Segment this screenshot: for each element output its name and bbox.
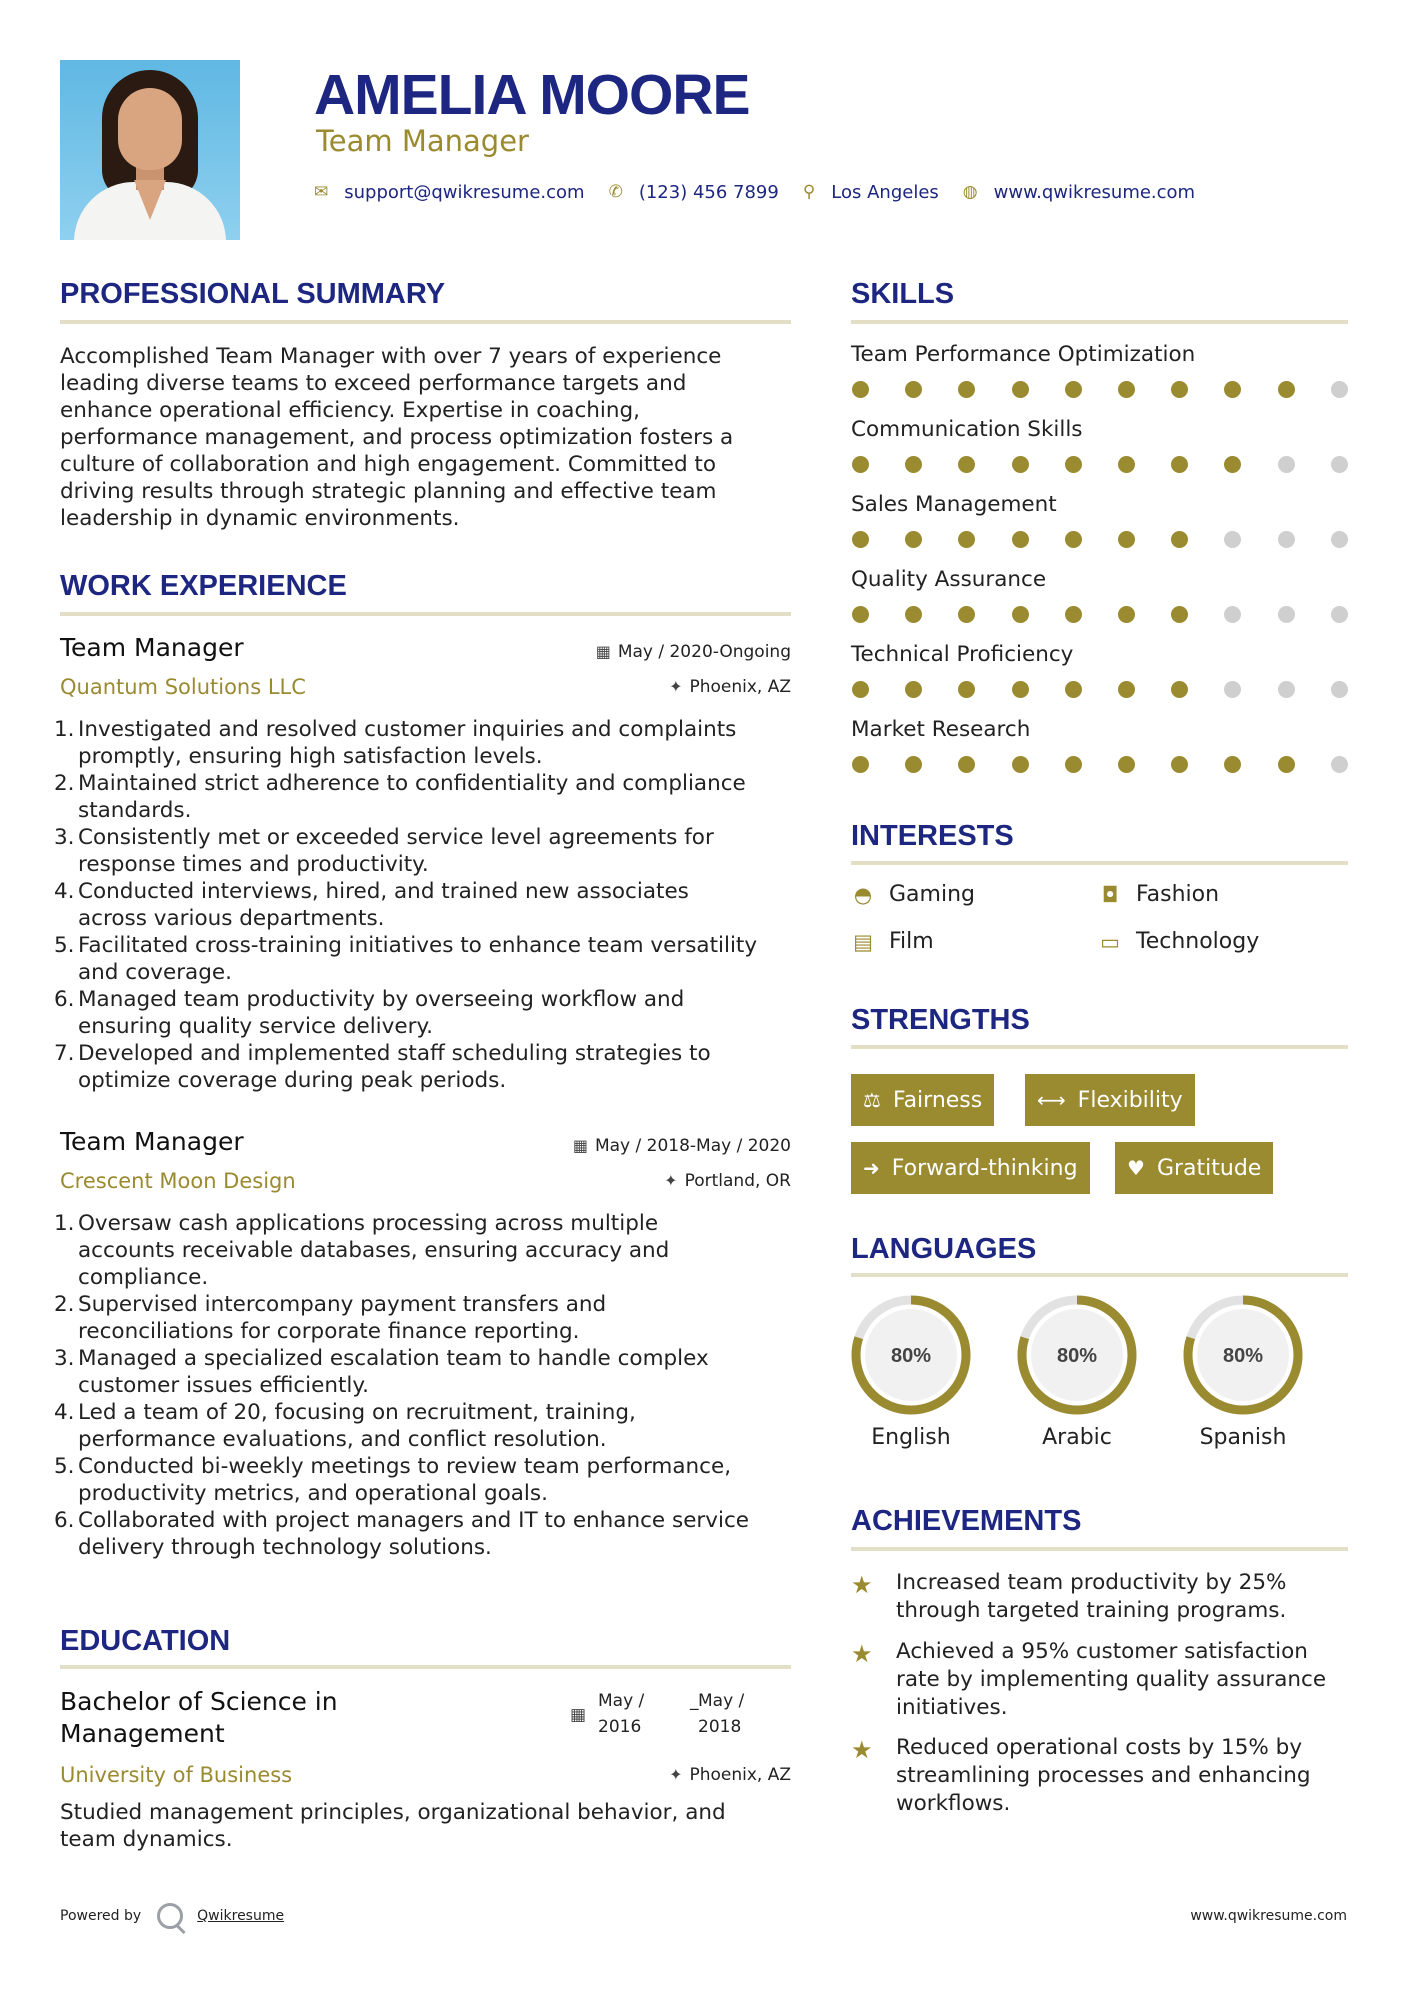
job-date: ▦ May / 2018-May / 2020: [572, 1136, 791, 1156]
summary-line: driving results through strategic planning and effective team: [60, 479, 717, 504]
experience-heading: WORK EXPERIENCE: [60, 570, 347, 602]
rating-dot-filled: [1171, 606, 1188, 623]
rating-dot-filled: [1012, 681, 1029, 698]
bullet-line: Managed a specialized escalation team to handle complex: [78, 1346, 709, 1371]
bullet-number: 3.: [54, 1346, 75, 1371]
rating-dot-empty: [1331, 456, 1348, 473]
rating-dot-filled: [958, 756, 975, 773]
rating-dot-filled: [1278, 756, 1295, 773]
calendar-icon: ▦: [570, 1705, 587, 1725]
summary-line: leading diverse teams to exceed performance targets and: [60, 371, 687, 396]
bullet-line: reconciliations for corporate finance reporting.: [78, 1319, 580, 1344]
achievement-item: [896, 1569, 1351, 1625]
language-name: Spanish: [1199, 1425, 1287, 1450]
job-bullet: [54, 1507, 800, 1561]
bullet-number: 2.: [54, 771, 75, 796]
rating-dot-filled: [1118, 756, 1135, 773]
job-title: Team Manager: [60, 1127, 244, 1156]
rating-dot-filled: [1118, 606, 1135, 623]
job-date: ▦ May / 2020-Ongoing: [595, 642, 791, 662]
rating-dot-filled: [958, 381, 975, 398]
achievement-item: [896, 1638, 1351, 1722]
interest-item: ◘ Fashion: [1098, 882, 1219, 907]
rating-dot-filled: [852, 531, 869, 548]
job-title: Team Manager: [60, 633, 244, 662]
bullet-line: across various departments.: [78, 906, 385, 931]
job-bullet: [54, 1399, 800, 1453]
rating-dot-filled: [852, 456, 869, 473]
language-name: Arabic: [1042, 1425, 1112, 1450]
rating-dot-filled: [1171, 681, 1188, 698]
rating-dot-filled: [1065, 681, 1082, 698]
skill-name: Team Performance Optimization: [851, 342, 1196, 367]
language-item: [1181, 1293, 1305, 1450]
bullet-number: 5.: [54, 1454, 75, 1479]
arrow-right-icon: ➜: [863, 1156, 880, 1180]
bullet-line: optimize coverage during peak periods.: [78, 1068, 507, 1093]
rating-dot-filled: [1012, 381, 1029, 398]
summary-line: performance management, and process optimization fosters a: [60, 425, 734, 450]
strengths-heading: STRENGTHS: [851, 1004, 1030, 1036]
language-ring: [1181, 1293, 1305, 1417]
bullet-line: customer issues efficiently.: [78, 1373, 369, 1398]
rating-dot-filled: [1171, 381, 1188, 398]
bullet-line: and coverage.: [78, 960, 232, 985]
rating-dot-filled: [1118, 381, 1135, 398]
interest-item: ▭ Technology: [1098, 929, 1259, 954]
rating-dot-filled: [1171, 456, 1188, 473]
map-marker-icon: ⚲: [802, 182, 816, 202]
bullet-line: Conducted interviews, hired, and trained new associates: [78, 879, 689, 904]
rating-dot-filled: [1224, 381, 1241, 398]
education-location: ✦ Phoenix, AZ: [669, 1765, 791, 1785]
rating-dot-filled: [1065, 606, 1082, 623]
rating-dot-filled: [905, 531, 922, 548]
contact-email[interactable]: support@qwikresume.com: [344, 181, 585, 203]
calendar-icon: ▦: [595, 642, 611, 661]
rating-dot-filled: [1065, 381, 1082, 398]
arrows-horizontal-icon: ⟷: [1037, 1088, 1066, 1112]
bullet-line: Managed team productivity by overseeing workflow and: [78, 987, 685, 1012]
bullet-number: 6.: [54, 987, 75, 1012]
rating-dot-empty: [1278, 606, 1295, 623]
job-bullets: [54, 716, 800, 1094]
job-bullet: [54, 716, 800, 770]
rating-dot-empty: [1278, 531, 1295, 548]
rating-dot-filled: [1118, 456, 1135, 473]
shopping-bag-icon: ◘: [1101, 882, 1119, 907]
bullet-number: 4.: [54, 879, 75, 904]
rating-dot-filled: [1012, 531, 1029, 548]
language-item: [849, 1293, 973, 1450]
rating-dot-filled: [852, 381, 869, 398]
envelope-icon: ✉: [314, 182, 329, 202]
summary-line: leadership in dynamic environments.: [60, 506, 460, 531]
bullet-number: 5.: [54, 933, 75, 958]
job-bullet: [54, 1453, 800, 1507]
strength-tag: ⟷ Flexibility: [1025, 1074, 1195, 1126]
rating-dot-filled: [1224, 456, 1241, 473]
rating-dot-filled: [958, 456, 975, 473]
skill-name: Market Research: [851, 717, 1031, 742]
job-bullet: [54, 1291, 800, 1345]
job-company: Crescent Moon Design: [60, 1169, 296, 1193]
candidate-title: Team Manager: [316, 124, 529, 158]
skill-rating: [852, 681, 1384, 698]
achievement-line: rate by implementing quality assurance: [896, 1667, 1327, 1692]
bullet-line: Conducted bi-weekly meetings to review team performance,: [78, 1454, 732, 1479]
bullet-line: promptly, ensuring high satisfaction levels.: [78, 744, 543, 769]
achievement-item: [896, 1734, 1351, 1818]
job-location: ✦ Portland, OR: [664, 1171, 791, 1191]
school-name: University of Business: [60, 1763, 293, 1787]
summary-heading: PROFESSIONAL SUMMARY: [60, 278, 446, 310]
gamepad-icon: ◓: [853, 882, 873, 907]
rating-dot-filled: [1065, 756, 1082, 773]
bullet-line: accounts receivable databases, ensuring accuracy and: [78, 1238, 670, 1263]
achievement-line: Achieved a 95% customer satisfaction: [896, 1639, 1308, 1664]
job-bullet: [54, 1210, 800, 1291]
skill-rating: [852, 531, 1384, 548]
footer-website[interactable]: www.qwikresume.com: [1190, 1908, 1347, 1924]
achievement-line: workflows.: [896, 1791, 1011, 1816]
rating-dot-filled: [905, 681, 922, 698]
calendar-icon: ▦: [572, 1136, 588, 1155]
contact-website[interactable]: www.qwikresume.com: [993, 181, 1196, 203]
languages-heading: LANGUAGES: [851, 1233, 1037, 1265]
strengths-divider: [851, 1045, 1348, 1049]
summary-line: enhance operational efficiency. Expertise in coaching,: [60, 398, 640, 423]
job-bullet: [54, 1040, 800, 1094]
skill-rating: [852, 756, 1384, 773]
rating-dot-empty: [1278, 456, 1295, 473]
bullet-line: Investigated and resolved customer inquiries and complaints: [78, 717, 737, 742]
rating-dot-filled: [905, 456, 922, 473]
rating-dot-filled: [1012, 756, 1029, 773]
education-heading: EDUCATION: [60, 1625, 231, 1657]
degree-line-1: Bachelor of Science in: [60, 1687, 338, 1716]
summary-line: culture of collaboration and high engagement. Committed to: [60, 452, 717, 477]
profile-photo: [60, 60, 240, 240]
skills-heading: SKILLS: [851, 278, 955, 310]
degree-line-2: Management: [60, 1719, 225, 1748]
skill-name: Communication Skills: [851, 417, 1083, 442]
achievement-line: Increased team productivity by 25%: [896, 1570, 1287, 1595]
bullet-line: Supervised intercompany payment transfers and: [78, 1292, 607, 1317]
laptop-icon: ▭: [1100, 929, 1120, 954]
bullet-number: 7.: [54, 1041, 75, 1066]
job-bullet: [54, 824, 800, 878]
contact-location: Los Angeles: [831, 181, 939, 203]
interests-heading: INTERESTS: [851, 820, 1014, 852]
skill-rating: [852, 456, 1384, 473]
rating-dot-empty: [1331, 756, 1348, 773]
rating-dot-filled: [1118, 531, 1135, 548]
rating-dot-empty: [1224, 606, 1241, 623]
achievements-divider: [851, 1547, 1348, 1551]
job-bullet: [54, 878, 800, 932]
skills-divider: [851, 320, 1348, 324]
footer-powered-by: Powered by Qwikresume: [60, 1903, 284, 1929]
bullet-line: productivity metrics, and operational goals.: [78, 1481, 548, 1506]
rating-dot-filled: [958, 606, 975, 623]
interests-divider: [851, 861, 1348, 865]
pushpin-icon: ✦: [669, 1765, 683, 1784]
rating-dot-filled: [905, 606, 922, 623]
achievements-heading: ACHIEVEMENTS: [851, 1505, 1082, 1537]
skill-name: Quality Assurance: [851, 567, 1047, 592]
education-divider: [60, 1665, 791, 1669]
rating-dot-empty: [1224, 531, 1241, 548]
rating-dot-empty: [1278, 681, 1295, 698]
skill-name: Sales Management: [851, 492, 1057, 517]
rating-dot-filled: [1065, 456, 1082, 473]
rating-dot-filled: [905, 756, 922, 773]
star-icon: ★: [851, 1640, 873, 1668]
bullet-line: Maintained strict adherence to confidentiality and compliance: [78, 771, 746, 796]
achievement-line: Reduced operational costs by 15% by: [896, 1735, 1303, 1760]
language-percent: 80%: [1222, 1345, 1264, 1367]
rating-dot-empty: [1331, 681, 1348, 698]
balance-scale-icon: ⚖: [863, 1088, 881, 1112]
interest-item: ▤ Film: [851, 929, 934, 954]
rating-dot-filled: [1171, 531, 1188, 548]
job-bullet: [54, 986, 800, 1040]
candidate-name: AMELIA MOORE: [314, 63, 750, 127]
language-percent: 80%: [1056, 1345, 1098, 1367]
achievement-line: initiatives.: [896, 1695, 1008, 1720]
experience-divider: [60, 612, 791, 616]
contact-phone[interactable]: (123) 456 7899: [638, 181, 779, 203]
qwikresume-logo-icon: [157, 1903, 183, 1929]
bullet-line: ensuring quality service delivery.: [78, 1014, 433, 1039]
bullet-line: standards.: [78, 798, 192, 823]
skill-rating: [852, 606, 1384, 623]
globe-icon: ◍: [962, 182, 978, 202]
achievement-line: streamlining processes and enhancing: [896, 1763, 1311, 1788]
bullet-line: compliance.: [78, 1265, 209, 1290]
strength-tag: ⚖ Fairness: [851, 1074, 994, 1126]
footer-brand-link[interactable]: Qwikresume: [197, 1908, 285, 1924]
bullet-line: Developed and implemented staff scheduling strategies to: [78, 1041, 711, 1066]
skill-rating: [852, 381, 1384, 398]
bullet-number: 2.: [54, 1292, 75, 1317]
bullet-line: performance evaluations, and conflict resolution.: [78, 1427, 607, 1452]
strength-tag: ♥ Gratitude: [1115, 1142, 1273, 1194]
heart-icon: ♥: [1127, 1156, 1145, 1180]
rating-dot-filled: [1171, 756, 1188, 773]
summary-line: Accomplished Team Manager with over 7 years of experience: [60, 344, 722, 369]
summary-text: [60, 343, 800, 532]
language-percent: 80%: [890, 1345, 932, 1367]
bullet-number: 6.: [54, 1508, 75, 1533]
job-bullet: [54, 932, 800, 986]
language-ring: [1015, 1293, 1139, 1417]
rating-dot-filled: [1012, 606, 1029, 623]
job-location: ✦ Phoenix, AZ: [669, 677, 791, 697]
bullet-line: Collaborated with project managers and IT to enhance service: [78, 1508, 750, 1533]
rating-dot-filled: [958, 681, 975, 698]
languages-divider: [851, 1273, 1348, 1277]
job-bullets: [54, 1210, 800, 1561]
rating-dot-empty: [1331, 531, 1348, 548]
bullet-number: 1.: [54, 1211, 75, 1236]
rating-dot-filled: [1278, 381, 1295, 398]
bullet-number: 1.: [54, 717, 75, 742]
interest-item: ◓ Gaming: [851, 882, 975, 907]
rating-dot-filled: [905, 381, 922, 398]
bullet-line: delivery through technology solutions.: [78, 1535, 492, 1560]
rating-dot-filled: [1065, 531, 1082, 548]
strength-tag: ➜ Forward-thinking: [851, 1142, 1090, 1194]
rating-dot-filled: [958, 531, 975, 548]
star-icon: ★: [851, 1736, 873, 1764]
job-company: Quantum Solutions LLC: [60, 675, 306, 699]
rating-dot-filled: [1012, 456, 1029, 473]
pushpin-icon: ✦: [664, 1171, 678, 1190]
star-icon: ★: [851, 1571, 873, 1599]
bullet-line: response times and productivity.: [78, 852, 429, 877]
language-ring: [849, 1293, 973, 1417]
bullet-line: Led a team of 20, focusing on recruitment, training,: [78, 1400, 636, 1425]
film-icon: ▤: [853, 929, 873, 954]
phone-icon: ✆: [608, 182, 623, 202]
rating-dot-filled: [1118, 681, 1135, 698]
rating-dot-empty: [1224, 681, 1241, 698]
education-description: Studied management principles, organizational behavior, and team dynamics.: [60, 1800, 726, 1852]
rating-dot-empty: [1331, 606, 1348, 623]
rating-dot-filled: [852, 606, 869, 623]
job-bullet: [54, 770, 800, 824]
language-item: [1015, 1293, 1139, 1450]
rating-dot-empty: [1331, 381, 1348, 398]
summary-divider: [60, 320, 791, 324]
resume-page: AMELIA MOORE Team Manager ✉ support@qwikresume.com ✆ (123) 456 7899 ⚲ Los Angeles ◍ www.qwikresume.com PROFESSIONAL SUMMARY Accomplished Team Manager with over 7 years of experience leading diverse teams to exceed performance targets and enhance operational efficiency. Expertise in coaching, performance management, and process optimization fosters a culture of collaboration and high engagement. Committed to driving results through strategic planning and effective team leadership in dynamic environments. WORK EXPERIENCE Team Manager ▦ May / 2020-Ongoing Quantum Solutions LLC ✦ Phoenix, AZ 1. Investigated and resolved customer inquiries and complaints promptly, ensuring high satisfaction levels. 2. Maintained strict adherence to confidentiality and compliance standards. 3. Consistently met or exceeded service level agreements for response times and productivity. 4. Conducted interviews, hired, and trained new associates across various departments. 5. Facilitated cross-training initiatives to enhance team versatility and coverage. 6. Managed team productivity by overseeing workflow and ensuring quality service delivery. 7. Developed and implemented staff scheduling strategies to optimize coverage during peak periods. Team Manager ▦ May / 2018-May / 2020 Crescent Moon Design ✦ Portland, OR 1. Oversaw cash applications processing across multiple accounts receivable databases, ensuring accuracy and compliance. 2. Supervised intercompany payment transfers and reconciliations for corporate finance reporting. 3. Managed a specialized escalation team to handle complex customer issues efficiently. 4. Led a team of 20, focusing on recruitment, training, performance evaluations, and conflict resolution. 5. Conducted bi-weekly meetings to review team performance, productivity metrics, and operational goals. 6. Collaborated with project managers and IT to enhance service delivery through technology solutions. EDUCATION Bachelor of Science in Management ▦ May / 2016 _ May / 2018 University of Business ✦ Phoenix, AZ Studied management principles, organizational behavior, and team dynamics. SKILLS Team Performance Optimization Communication Skills Sales Management Quality Assurance Technical Proficiency Market Research INTERESTS ◓ Gaming ◘ Fashion ▤ Film ▭ Technology STRENGTHS ⚖ Fairness ⟷ Flexibility ➜ Forward-thinking ♥ Gratitude LANGUAGES 80% English 80% Arabic 80% Spanish ACHIEVEMENTS ★ Increased team productivity by 25% through targeted training programs. ★ Achieved a 95% customer satisfaction rate by implementing quality assurance initiatives. ★ Reduced operational costs by 15% by streamlining processes and enhancing workflows. Powered by Qwikresume www.qwikresume.com: [0, 0, 1407, 1990]
bullet-number: 4.: [54, 1400, 75, 1425]
pushpin-icon: ✦: [669, 677, 683, 696]
bullet-line: Consistently met or exceeded service level agreements for: [78, 825, 714, 850]
job-bullet: [54, 1345, 800, 1399]
achievement-line: through targeted training programs.: [896, 1598, 1287, 1623]
bullet-line: Facilitated cross-training initiatives to enhance team versatility: [78, 933, 758, 958]
rating-dot-filled: [852, 756, 869, 773]
rating-dot-filled: [1224, 756, 1241, 773]
rating-dot-filled: [852, 681, 869, 698]
bullet-line: Oversaw cash applications processing across multiple: [78, 1211, 659, 1236]
skill-name: Technical Proficiency: [851, 642, 1074, 667]
language-name: English: [871, 1425, 951, 1450]
bullet-number: 3.: [54, 825, 75, 850]
contact-bar: [314, 178, 1219, 206]
